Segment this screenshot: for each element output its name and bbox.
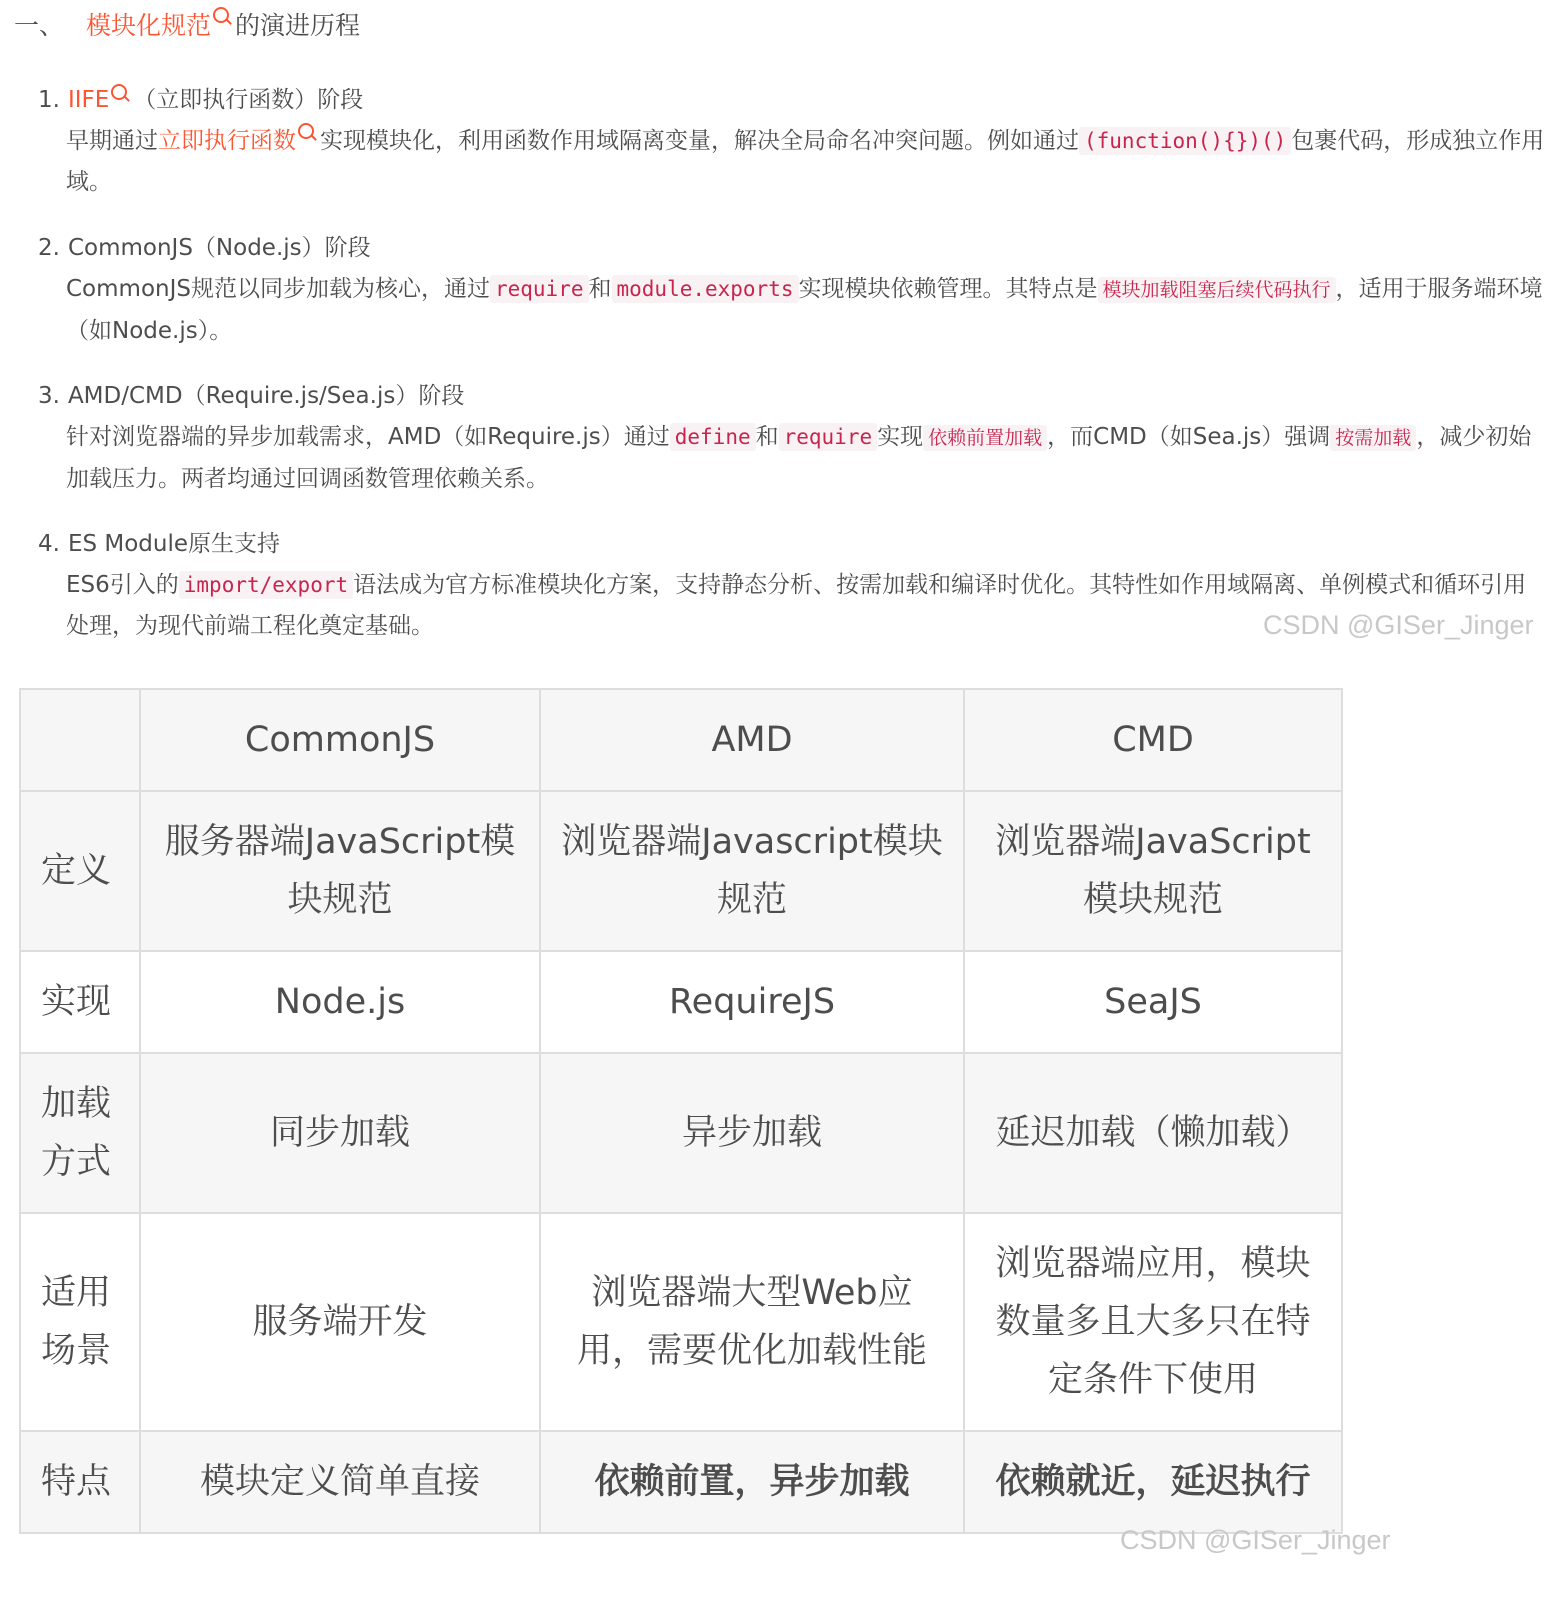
search-icon[interactable] <box>111 84 127 100</box>
list-item <box>38 376 1548 500</box>
item-body: 针对浏览器端的异步加载需求，AMD（如Require.js）通过 define 和 require 实现 依赖前置加载 ，而CMD（如Sea.js）强调 按需加载 ，减少初始加载压力。两者均通过回调函数管理依赖关系。 <box>66 424 1532 492</box>
row-label: 适用场景 <box>20 1213 140 1431</box>
table-row <box>20 791 1342 951</box>
item-title-text: ES Module原生支持 <box>67 531 281 557</box>
list-item <box>38 80 1548 203</box>
inline-code: define <box>670 423 756 451</box>
table-row <box>20 1213 1342 1431</box>
highlight-text: 模块加载阻塞后续代码执行 <box>1098 277 1336 303</box>
row-label: 加载方式 <box>20 1053 140 1213</box>
table-cell: 浏览器端应用，模块数量多且大多只在特定条件下使用 <box>964 1213 1342 1431</box>
iife-body-keyword-link[interactable]: 立即执行函数 <box>158 128 296 154</box>
heading-number: 一、 <box>14 11 65 40</box>
item-index: 2. <box>38 235 60 261</box>
item-title-text: AMD/CMD（Require.js/Sea.js）阶段 <box>67 383 465 409</box>
table-cell: RequireJS <box>540 951 964 1053</box>
inline-code: require <box>490 275 589 303</box>
table-row <box>20 1053 1342 1213</box>
table-cell: 服务器端JavaScript模块规范 <box>140 791 540 951</box>
inline-code: module.exports <box>612 275 799 303</box>
table-cell: 浏览器端Javascript模块规范 <box>540 791 964 951</box>
watermark: CSDN @GISer_Jinger <box>1120 1525 1391 1555</box>
list-item <box>38 228 1548 352</box>
table-cell: 模块定义简单直接 <box>140 1431 540 1533</box>
item-index: 3. <box>38 383 60 409</box>
item-title <box>38 376 1548 417</box>
item-title-text: CommonJS（Node.js）阶段 <box>67 235 371 261</box>
table-cell: Node.js <box>140 951 540 1053</box>
table-cell: 浏览器端JavaScript模块规范 <box>964 791 1342 951</box>
watermark: CSDN @GISer_Jinger <box>1263 610 1534 640</box>
item-index: 1. <box>38 87 60 113</box>
item-index: 4. <box>38 531 60 557</box>
table-row <box>20 1431 1342 1533</box>
section-heading <box>14 2 360 46</box>
comparison-table <box>19 688 1343 1534</box>
item-body: ES6引入的 import/export 语法成为官方标准模块化方案，支持静态分析、按需加载和编译时优化。其特性如作用域隔离、单例模式和循环引用处理，为现代前端工程化奠定基础。 <box>66 572 1527 639</box>
table-header-cell: CMD <box>964 689 1342 791</box>
row-label: 定义 <box>20 791 140 951</box>
table-cell: 浏览器端大型Web应用，需要优化加载性能 <box>540 1213 964 1431</box>
table-header-cell: AMD <box>540 689 964 791</box>
item-title <box>38 80 1548 121</box>
table-cell: 依赖前置，异步加载 <box>540 1431 964 1533</box>
table-cell: 异步加载 <box>540 1053 964 1213</box>
table-row <box>20 951 1342 1053</box>
search-icon[interactable] <box>298 123 314 139</box>
item-title <box>38 524 1548 565</box>
highlight-text: 依赖前置加载 <box>923 425 1047 451</box>
table-cell: SeaJS <box>964 951 1342 1053</box>
search-icon[interactable] <box>213 7 229 23</box>
table-cell: 服务端开发 <box>140 1213 540 1431</box>
item-body: 早期通过立即执行函数 实现模块化，利用函数作用域隔离变量，解决全局命名冲突问题。例如通过 (function(){})() 包裹代码，形成独立作用域。 <box>38 121 1548 203</box>
inline-code: import/export <box>179 571 353 599</box>
table-cell: 同步加载 <box>140 1053 540 1213</box>
item-title <box>38 228 1548 269</box>
table-header-cell <box>20 689 140 791</box>
table-cell: 延迟加载（懒加载） <box>964 1053 1342 1213</box>
row-label: 特点 <box>20 1431 140 1533</box>
table-cell: 依赖就近，延迟执行 <box>964 1431 1342 1533</box>
inline-code: (function(){})() <box>1079 127 1291 155</box>
table-header-row <box>20 689 1342 791</box>
row-label: 实现 <box>20 951 140 1053</box>
iife-keyword-link[interactable]: IIFE <box>67 87 110 113</box>
heading-text: 的演进历程 <box>235 11 361 40</box>
inline-code: require <box>779 423 878 451</box>
item-title-text: （立即执行函数）阶段 <box>133 87 364 113</box>
highlight-text: 按需加载 <box>1330 425 1416 451</box>
item-body: CommonJS规范以同步加载为核心，通过 require 和 module.exports 实现模块依赖管理。其特点是 模块加载阻塞后续代码执行 ，适用于服务端环境（如Node.js）。 <box>66 276 1543 344</box>
table-header-cell: CommonJS <box>140 689 540 791</box>
heading-keyword-link[interactable]: 模块化规范 <box>86 11 212 40</box>
